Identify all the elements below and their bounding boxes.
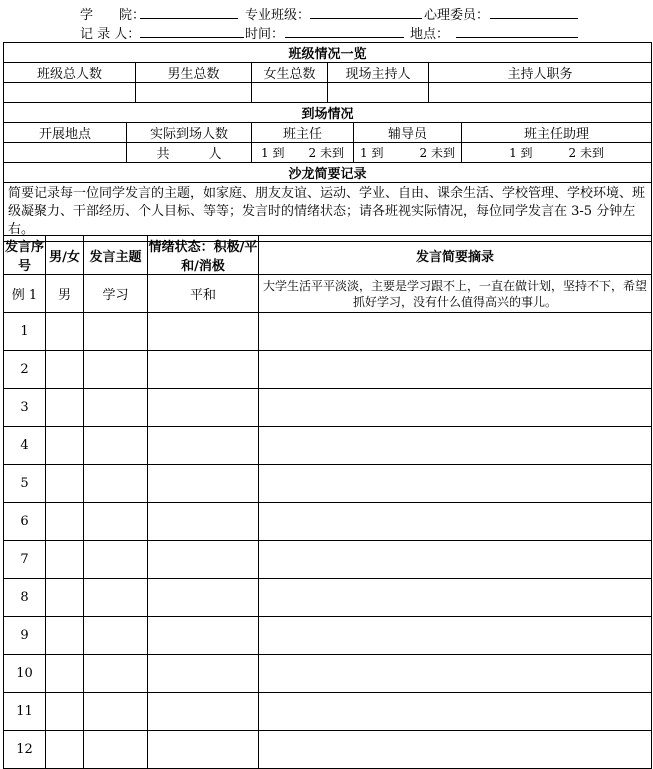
record-topic[interactable] bbox=[84, 541, 148, 579]
record-gender[interactable] bbox=[46, 731, 84, 769]
record-summary[interactable] bbox=[259, 617, 652, 655]
record-seq: 5 bbox=[4, 465, 46, 503]
attendance-header-assistant: 班主任助理 bbox=[462, 123, 652, 143]
header-row-1 bbox=[0, 2, 653, 22]
record-seq: 12 bbox=[4, 731, 46, 769]
overview-cell-host-role[interactable] bbox=[429, 83, 652, 103]
record-row bbox=[4, 465, 652, 503]
place-label: 地点： bbox=[410, 27, 450, 42]
place-field[interactable] bbox=[456, 37, 578, 38]
record-topic[interactable] bbox=[84, 465, 148, 503]
salon-record-title: 沙龙简要记录 bbox=[4, 163, 652, 183]
record-mood[interactable] bbox=[148, 465, 259, 503]
record-gender[interactable] bbox=[46, 541, 84, 579]
time-field[interactable] bbox=[285, 37, 404, 38]
record-mood[interactable] bbox=[148, 731, 259, 769]
record-topic[interactable] bbox=[84, 351, 148, 389]
record-header-seq: 发言序号 bbox=[4, 236, 46, 275]
record-seq: 6 bbox=[4, 503, 46, 541]
record-header-summary: 发言简要摘录 bbox=[259, 236, 652, 275]
record-gender[interactable] bbox=[46, 617, 84, 655]
record-topic[interactable] bbox=[84, 427, 148, 465]
record-summary[interactable] bbox=[259, 313, 652, 351]
record-topic[interactable] bbox=[84, 389, 148, 427]
attendance-header-teacher: 班主任 bbox=[252, 123, 354, 143]
record-row bbox=[4, 693, 652, 731]
record-topic[interactable] bbox=[84, 503, 148, 541]
example-gender: 男 bbox=[46, 275, 84, 313]
record-topic[interactable] bbox=[84, 731, 148, 769]
record-header-topic: 发言主题 bbox=[84, 236, 148, 275]
record-topic[interactable] bbox=[84, 579, 148, 617]
recorder-label: 记 录 人： bbox=[80, 27, 141, 42]
overview-header-female: 女生总数 bbox=[252, 63, 328, 83]
record-mood[interactable] bbox=[148, 427, 259, 465]
record-row bbox=[4, 541, 652, 579]
record-summary[interactable] bbox=[259, 731, 652, 769]
record-gender[interactable] bbox=[46, 389, 84, 427]
record-mood[interactable] bbox=[148, 351, 259, 389]
record-summary[interactable] bbox=[259, 579, 652, 617]
record-table bbox=[3, 235, 652, 769]
record-gender[interactable] bbox=[46, 693, 84, 731]
overview-cell-male[interactable] bbox=[136, 83, 252, 103]
record-seq: 7 bbox=[4, 541, 46, 579]
record-header-mood: 情绪状态：积极/平和/消极 bbox=[148, 236, 259, 275]
record-row bbox=[4, 731, 652, 769]
record-rows bbox=[4, 313, 652, 769]
record-header-gender: 男/女 bbox=[46, 236, 84, 275]
record-gender[interactable] bbox=[46, 579, 84, 617]
record-seq: 4 bbox=[4, 427, 46, 465]
record-seq: 11 bbox=[4, 693, 46, 731]
record-seq: 9 bbox=[4, 617, 46, 655]
record-summary[interactable] bbox=[259, 427, 652, 465]
attendance-header-counselor: 辅导员 bbox=[354, 123, 462, 143]
overview-header-total: 班级总人数 bbox=[4, 63, 136, 83]
record-mood[interactable] bbox=[148, 579, 259, 617]
record-seq: 3 bbox=[4, 389, 46, 427]
record-seq: 10 bbox=[4, 655, 46, 693]
college-field[interactable] bbox=[140, 18, 238, 19]
record-summary[interactable] bbox=[259, 351, 652, 389]
overview-cell-host[interactable] bbox=[328, 83, 429, 103]
record-row bbox=[4, 351, 652, 389]
attendance-header-place: 开展地点 bbox=[4, 123, 127, 143]
record-row bbox=[4, 389, 652, 427]
major-field[interactable] bbox=[310, 18, 422, 19]
record-gender[interactable] bbox=[46, 503, 84, 541]
record-row bbox=[4, 655, 652, 693]
attendance-header-count: 实际到场人数 bbox=[127, 123, 252, 143]
recorder-field[interactable] bbox=[140, 37, 244, 38]
example-mood: 平和 bbox=[148, 275, 259, 313]
record-topic[interactable] bbox=[84, 655, 148, 693]
header-row-2 bbox=[0, 21, 653, 41]
record-mood[interactable] bbox=[148, 693, 259, 731]
record-mood[interactable] bbox=[148, 389, 259, 427]
overview-header-host-role: 主持人职务 bbox=[429, 63, 652, 83]
record-topic[interactable] bbox=[84, 693, 148, 731]
record-mood[interactable] bbox=[148, 503, 259, 541]
overview-header-host: 现场主持人 bbox=[328, 63, 429, 83]
attendance-cell-assistant[interactable]: 1 到 2 未到 bbox=[462, 143, 652, 163]
record-description: 简要记录每一位同学发言的主题，如家庭、朋友友谊、运动、学业、自由、课余生活、学校管理、学校环境、班级凝聚力、干部经历、个人目标、等等；发言时的情绪状态；请各班视实际情况，每位同学发言在 3-5 分钟左右。 bbox=[4, 183, 652, 242]
record-row bbox=[4, 579, 652, 617]
record-row bbox=[4, 313, 652, 351]
record-topic[interactable] bbox=[84, 313, 148, 351]
overview-cell-total[interactable] bbox=[4, 83, 136, 103]
example-summary: 大学生活平平淡淡，主要是学习跟不上，一直在做计划，坚持不下，希望抓好学习，没有什么值得高兴的事儿。 bbox=[259, 275, 652, 313]
class-overview-title: 班级情况一览 bbox=[4, 43, 652, 63]
record-summary[interactable] bbox=[259, 541, 652, 579]
record-gender[interactable] bbox=[46, 655, 84, 693]
record-gender[interactable] bbox=[46, 465, 84, 503]
record-gender[interactable] bbox=[46, 427, 84, 465]
record-summary[interactable] bbox=[259, 655, 652, 693]
record-seq: 1 bbox=[4, 313, 46, 351]
overview-header-male: 男生总数 bbox=[136, 63, 252, 83]
time-label: 时间： bbox=[245, 27, 285, 42]
record-gender[interactable] bbox=[46, 351, 84, 389]
college-label: 学 院： bbox=[80, 8, 146, 23]
record-mood[interactable] bbox=[148, 655, 259, 693]
record-mood[interactable] bbox=[148, 313, 259, 351]
example-topic: 学习 bbox=[84, 275, 148, 313]
record-summary[interactable] bbox=[259, 503, 652, 541]
record-row bbox=[4, 427, 652, 465]
record-mood[interactable] bbox=[148, 541, 259, 579]
record-gender[interactable] bbox=[46, 313, 84, 351]
record-mood[interactable] bbox=[148, 617, 259, 655]
attendance-cell-count[interactable]: 共 人 bbox=[127, 143, 252, 163]
attendance-cell-counselor[interactable]: 1 到 2 未到 bbox=[354, 143, 462, 163]
attendance-cell-teacher[interactable]: 1 到 2 未到 bbox=[252, 143, 354, 163]
record-summary[interactable] bbox=[259, 389, 652, 427]
psych-field[interactable] bbox=[490, 18, 578, 19]
overview-table bbox=[3, 42, 652, 242]
example-seq: 例 1 bbox=[4, 275, 46, 313]
record-row bbox=[4, 617, 652, 655]
psych-label: 心理委员： bbox=[424, 8, 490, 23]
attendance-cell-place[interactable] bbox=[4, 143, 127, 163]
record-row bbox=[4, 503, 652, 541]
overview-cell-female[interactable] bbox=[252, 83, 328, 103]
record-topic[interactable] bbox=[84, 617, 148, 655]
record-seq: 8 bbox=[4, 579, 46, 617]
major-label: 专业班级： bbox=[245, 8, 311, 23]
attendance-title: 到场情况 bbox=[4, 103, 652, 123]
record-summary[interactable] bbox=[259, 693, 652, 731]
record-summary[interactable] bbox=[259, 465, 652, 503]
record-seq: 2 bbox=[4, 351, 46, 389]
